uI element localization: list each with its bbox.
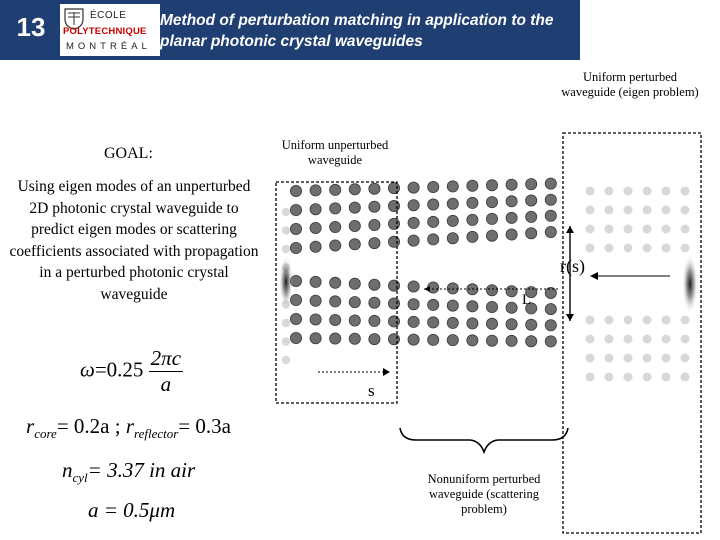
rod: [408, 334, 419, 345]
faded-rod: [681, 316, 690, 325]
rod: [290, 204, 301, 215]
rod: [388, 183, 399, 194]
faded-rod: [643, 225, 652, 234]
faded-rod: [624, 225, 633, 234]
rod: [330, 296, 341, 307]
rod: [369, 238, 380, 249]
rod: [506, 229, 517, 240]
logo-line-polytechnique: POLYTECHNIQUE: [63, 26, 147, 37]
rod: [349, 278, 360, 289]
faded-rod: [662, 335, 671, 344]
rod: [447, 300, 458, 311]
rod: [330, 277, 341, 288]
faded-rod: [586, 206, 595, 215]
faded-rod: [605, 335, 614, 344]
rod: [506, 302, 517, 313]
rod: [388, 316, 399, 327]
formula-omega-lhs: ω: [80, 357, 95, 382]
slide-title: Method of perturbation matching in application to the planar photonic crystal waveguides: [160, 12, 554, 50]
rod: [506, 179, 517, 190]
rod: [388, 280, 399, 291]
rod: [408, 299, 419, 310]
faded-rod: [643, 354, 652, 363]
rod: [310, 295, 321, 306]
rod: [486, 213, 497, 224]
rod: [369, 334, 380, 345]
faded-right-lattice: [586, 187, 690, 382]
formula-omega-numerator: 2πc: [150, 346, 182, 370]
rod: [310, 314, 321, 325]
rod: [467, 231, 478, 242]
rod: [486, 335, 497, 346]
faded-rod: [586, 335, 595, 344]
rod: [506, 286, 517, 297]
faded-rod: [624, 206, 633, 215]
r-of-s-label: r(s): [560, 256, 585, 276]
rod: [526, 195, 537, 206]
rod: [349, 297, 360, 308]
rod: [408, 182, 419, 193]
formula-rcore-symbol: r: [26, 414, 35, 438]
faded-rod: [605, 354, 614, 363]
rod: [428, 317, 439, 328]
formula-separator: ;: [109, 414, 126, 438]
faded-rod: [643, 206, 652, 215]
faded-rod: [624, 354, 633, 363]
rod: [310, 276, 321, 287]
rod: [526, 319, 537, 330]
faded-rod: [605, 373, 614, 382]
rod: [369, 219, 380, 230]
faded-rod: [681, 225, 690, 234]
rod: [545, 304, 556, 315]
rod: [467, 180, 478, 191]
rod: [486, 197, 497, 208]
L-label: L: [522, 292, 532, 308]
r-of-s-arrow-down: [566, 314, 574, 321]
rod: [408, 235, 419, 246]
rod: [290, 313, 301, 324]
faded-rod: [662, 244, 671, 253]
formula-omega-coef: =0.25: [94, 357, 144, 382]
rod: [506, 319, 517, 330]
rod: [467, 335, 478, 346]
rod: [428, 234, 439, 245]
faded-rod: [662, 316, 671, 325]
faded-rod: [586, 354, 595, 363]
rod: [388, 236, 399, 247]
faded-rod: [282, 337, 290, 345]
label-uniform-unperturbed: Uniform unperturbed waveguide: [281, 138, 389, 167]
rod: [369, 297, 380, 308]
rod: [428, 181, 439, 192]
logo-line-montreal: MONTRÉAL: [66, 41, 151, 52]
faded-rod: [586, 316, 595, 325]
rod: [486, 301, 497, 312]
faded-rod: [586, 244, 595, 253]
rod: [330, 221, 341, 232]
faded-rod: [662, 225, 671, 234]
rod: [369, 201, 380, 212]
faded-rod: [643, 244, 652, 253]
rod: [428, 334, 439, 345]
unperturbed-mode-profile: [279, 256, 293, 308]
rod: [349, 220, 360, 231]
faded-rod: [662, 187, 671, 196]
rod: [290, 242, 301, 253]
faded-rod: [681, 373, 690, 382]
formula-rrefl-sub: reflector: [134, 426, 179, 441]
rod: [506, 196, 517, 207]
rod: [467, 214, 478, 225]
slide-number: 13: [16, 12, 46, 42]
faded-rod: [605, 316, 614, 325]
rod: [526, 211, 537, 222]
rod: [545, 210, 556, 221]
faded-rod: [643, 335, 652, 344]
rod: [388, 200, 399, 211]
rod: [408, 200, 419, 211]
faded-rod: [605, 225, 614, 234]
rod: [428, 199, 439, 210]
rod: [330, 333, 341, 344]
rod: [526, 336, 537, 347]
faded-rod: [605, 187, 614, 196]
faded-rod: [586, 373, 595, 382]
formula-n-value: = 3.37 in air: [87, 458, 196, 482]
rod: [388, 218, 399, 229]
rod: [545, 194, 556, 205]
rod: [290, 294, 301, 305]
rod: [428, 216, 439, 227]
faded-rod: [605, 206, 614, 215]
rod: [310, 333, 321, 344]
rod: [526, 228, 537, 239]
rod: [369, 279, 380, 290]
faded-rod: [282, 356, 290, 364]
rod: [310, 185, 321, 196]
formula-omega-denominator: a: [160, 372, 172, 396]
rod: [545, 178, 556, 189]
rod: [506, 335, 517, 346]
faded-rod: [643, 316, 652, 325]
rod: [290, 223, 301, 234]
rod: [545, 287, 556, 298]
formula-rrefl-value: = 0.3a: [178, 414, 231, 438]
rod: [408, 316, 419, 327]
goal-heading: GOAL:: [104, 145, 153, 162]
rod: [447, 317, 458, 328]
faded-rod: [605, 244, 614, 253]
rod: [349, 333, 360, 344]
faded-rod: [662, 373, 671, 382]
formula-a-value: a = 0.5μm: [88, 498, 176, 522]
label-uniform-perturbed: Uniform perturbed waveguide (eigen problem): [561, 70, 699, 99]
L-arrow-head-left: [424, 286, 430, 292]
rod: [486, 230, 497, 241]
faded-rod: [681, 354, 690, 363]
rod: [467, 318, 478, 329]
faded-rod: [624, 187, 633, 196]
rod: [545, 226, 556, 237]
s-axis-arrowhead: [383, 368, 390, 376]
rod: [545, 320, 556, 331]
rod: [310, 241, 321, 252]
rod: [330, 314, 341, 325]
rod: [545, 336, 556, 347]
rod: [467, 197, 478, 208]
rod: [330, 203, 341, 214]
rod: [349, 315, 360, 326]
rod: [290, 185, 301, 196]
r-of-s-pointer-arrow: [590, 272, 598, 280]
logo-line-ecole: ÉCOLE: [90, 10, 127, 21]
rod: [486, 180, 497, 191]
rod: [408, 281, 419, 292]
rod: [408, 217, 419, 228]
faded-rod: [681, 187, 690, 196]
faded-rod: [282, 226, 290, 234]
rod: [330, 240, 341, 251]
faded-rod: [624, 373, 633, 382]
faded-rod: [624, 316, 633, 325]
faded-rod: [662, 206, 671, 215]
rod: [349, 239, 360, 250]
rod: [526, 179, 537, 190]
rod: [310, 222, 321, 233]
rod: [447, 198, 458, 209]
faded-rod: [624, 244, 633, 253]
rod: [388, 298, 399, 309]
faded-rod: [282, 208, 290, 216]
rod: [349, 202, 360, 213]
faded-rod: [586, 225, 595, 234]
formula-rcore-sub: core: [34, 426, 57, 441]
faded-rod: [681, 335, 690, 344]
rod: [486, 318, 497, 329]
rod: [428, 299, 439, 310]
formula-n-sub: cyl: [72, 470, 88, 485]
faded-rod: [282, 245, 290, 253]
formula-rcore-value: = 0.2a: [56, 414, 110, 438]
rod: [447, 283, 458, 294]
faded-rod: [624, 335, 633, 344]
faded-rod: [643, 373, 652, 382]
rod: [467, 301, 478, 312]
rod: [330, 184, 341, 195]
rod: [447, 215, 458, 226]
faded-rod: [282, 319, 290, 327]
rod: [447, 335, 458, 346]
formula-rrefl-symbol: r: [125, 414, 135, 438]
faded-rod: [681, 206, 690, 215]
faded-rod: [643, 187, 652, 196]
goal-description: Using eigen modes of an unperturbed 2D photonic crystal waveguide to predict eigen modes or scattering coefficients associated with propagation in a perturbed photonic crystal waveguide: [9, 178, 259, 303]
rod: [486, 285, 497, 296]
rod: [506, 212, 517, 223]
rod: [349, 184, 360, 195]
rod: [369, 183, 380, 194]
rod: [447, 233, 458, 244]
faded-rod: [662, 354, 671, 363]
s-axis-label: s: [368, 381, 375, 400]
rod: [447, 181, 458, 192]
rod-lattice: [290, 178, 556, 347]
faded-rod: [586, 187, 595, 196]
curly-brace-icon: [400, 428, 568, 452]
formula-n-symbol: n: [62, 458, 73, 482]
rod: [310, 204, 321, 215]
rod: [388, 334, 399, 345]
r-of-s-arrow-up: [566, 226, 574, 233]
perturbed-mode-profile: [682, 254, 698, 314]
rod: [369, 315, 380, 326]
rod: [290, 332, 301, 343]
faded-rod: [681, 244, 690, 253]
label-nonuniform: Nonuniform perturbed waveguide (scattering problem): [427, 472, 541, 516]
